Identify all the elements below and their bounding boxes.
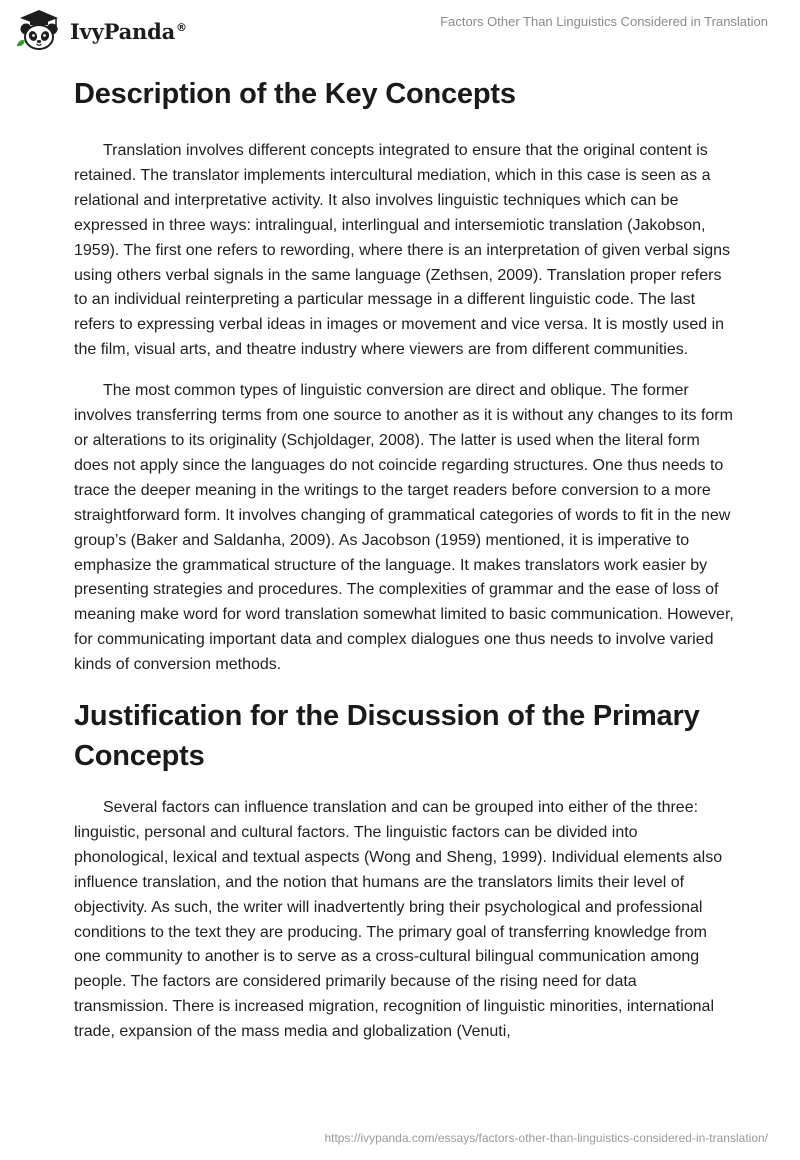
section-heading-key-concepts: Description of the Key Concepts [74, 78, 516, 110]
logo-wordmark: IvyPanda® [70, 18, 187, 44]
ivypanda-logo[interactable] [14, 9, 187, 51]
paragraph: The most common types of linguistic conversion are direct and oblique. The former involves transferring terms from one source to another as it is without any changes to its form or alterations to its originality (Schjoldager, 2008). The latter is used when the literal form does not apply since the languages do not coincide regarding structures. One thus needs to trace the deeper meaning in the writings to the target readers before conversion to a more straightforward form. It involves changing of grammatical categories of words to fit in the new group’s (Baker and Saldanha, 2009). As Jacobson (1959) mentioned, it is imperative to emphasize the grammatical structure of the language. It makes translators work easier by presenting strategies and procedures. The complexities of grammar and the ease of loss of meaning make word for word translation somewhat limited to basic communication. However, for communicating important data and complex dialogues one thus needs to involve varied kinds of conversion methods. [74, 382, 734, 674]
section-heading-justification: Justification for the Discussion of the Primary Concepts [74, 700, 700, 773]
document-title: Factors Other Than Linguistics Considered in Translation [440, 14, 768, 29]
panda-graduate-icon [14, 9, 64, 51]
paragraph: Several factors can influence translation and can be grouped into either of the three: linguistic, personal and cultural factors. The linguistic factors can be divided into phonological, lexical and textual aspects (Wong and Sheng, 1999). Individual elements also influence translation, and the notion that humans are the translators limits their level of objectivity. As such, the writer will inadvertently bring their psychological and professional conditions to the text they are producing. The primary goal of transferring knowledge from one community to another is to serve as a cross-cultural bilingual communication among people. The factors are considered primarily because of the rising need for data transmission. There is increased migration, recognition of linguistic minorities, international trade, expansion of the mass media and globalization (Venuti, [74, 799, 723, 1041]
page-header [0, 0, 800, 60]
registered-mark: ® [176, 20, 187, 34]
paragraph: Translation involves different concepts integrated to ensure that the original content is retained. The translator implements intercultural mediation, which in this case is seen as a relational and interpretative activity. It also involves linguistic techniques which can be expressed in three ways: intralingual, interlingual and intersemiotic translation (Jakobson, 1959). The first one refers to rewording, where there is an interpretation of given verbal signs using others verbal signals in the same language (Zethsen, 2009). Translation proper refers to an individual reinterpreting a particular message in a different linguistic code. The last refers to expressing verbal ideas in images or movement and vice versa. It is mostly used in the film, visual arts, and theatre industry where viewers are from different communities. [74, 142, 731, 359]
source-url[interactable]: https://ivypanda.com/essays/factors-other-than-linguistics-considered-in-translation/ [324, 1131, 768, 1145]
essay-content [74, 74, 734, 1061]
